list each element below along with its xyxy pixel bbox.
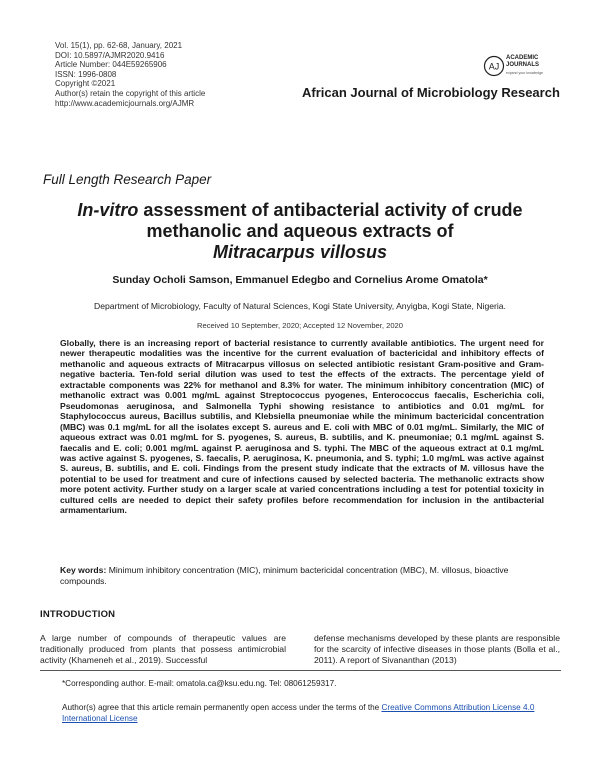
corresponding-author-note: *Corresponding author. E-mail: omatola.ca@ksu.edu.ng. Tel: 08061259317.	[62, 679, 337, 688]
keywords-text: Minimum inhibitory concentration (MIC), minimum bactericidal concentration (MBC), M. villosus, bioactive compounds.	[60, 565, 509, 586]
section-heading-introduction: INTRODUCTION	[40, 609, 116, 620]
logo-tagline: expand your knowledge	[506, 71, 543, 75]
received-accepted-dates: Received 10 September, 2020; Accepted 12 November, 2020	[196, 321, 403, 330]
affiliation: Department of Microbiology, Faculty of Natural Sciences, Kogi State University, Anyigba, Kogi State, Nigeria.	[94, 301, 506, 311]
license-link[interactable]: Creative Commons Attribution License 4.0 International License	[62, 703, 535, 723]
academic-journals-logo-icon	[483, 55, 505, 77]
authors: Sunday Ocholi Samson, Emmanuel Edegbo and Cornelius Arome Omatola*	[112, 274, 488, 286]
meta-rights: Author(s) retain the copyright of this article	[55, 88, 206, 98]
logo-line-1: ACADEMIC	[506, 55, 539, 61]
meta-url[interactable]: http://www.academicjournals.org/AJMR	[55, 98, 195, 108]
intro-column-right: defense mechanisms developed by these plants are responsible for the scarcity of infective diseases in those plants (Bolla et al., 2011). A report of Sivananthan (2013)	[314, 633, 560, 665]
journal-name: African Journal of Microbiology Research	[302, 85, 560, 100]
keywords	[60, 565, 544, 586]
intro-column-left: A large number of compounds of therapeutic values are traditionally produced from plants that possess antimicrobial activity (Khameneh et al., 2019). Successful	[40, 633, 286, 665]
meta-issn: ISSN: 1996-0808	[55, 69, 117, 79]
article-metadata	[55, 41, 205, 108]
title-species: Mitracarpus villosus	[212, 242, 388, 262]
footnote-divider	[40, 670, 561, 671]
license-note	[62, 703, 562, 725]
logo-text	[506, 55, 539, 69]
keywords-label: Key words:	[60, 565, 107, 575]
logo-line-2: JOURNALS	[506, 62, 540, 68]
meta-doi: DOI: 10.5897/AJMR2020.9416	[55, 50, 165, 60]
meta-copyright: Copyright ©2021	[55, 79, 116, 89]
meta-volume: Vol. 15(1), pp. 62-68, January, 2021	[55, 41, 183, 50]
abstract	[60, 338, 544, 516]
license-text: Author(s) agree that this article remain permanently open access under the terms of the	[62, 703, 382, 712]
abstract-text: Globally, there is an increasing report of bacterial resistance to currently available antibiotics. The urgent need for newer therapeutic modalities was the incentive for the current evaluation of bactericidal and inhibitory effects of methanolic and aqueous extracts of Mitracarpus villosus on selected antibiotic resistant Gram-positive and Gram-negative bacteria. Ten-fold serial dilution was used to test the effects of the extracts. The percentage yield of extractable components was 22% for methanol and 8.3% for water. The minimum inhibitory concentration (MIC) of methanolic extract was 0.001 mg/mL against Streptococcus pyogenes, Enterococcus faecalis, Escherichia coli, Pseudomonas aeruginosa, and Salmonella Typhi showing resistance to antibiotics and 0.01 mg/mL for Staphylococcus aureus, Bacillus subtilis, and Klebsiella pneumoniae while the minimum bactericidal concentration (MBC) was 0.1 mg/mL for all the isolates except S. aureus and E. coli with MBC of 0.01 mg/mL. Similarly, the MIC of aqueous extract was 0.01 mg/mL for S. pyogenes, S. aureus, B. subtilis, and K. pneumoniae; 0.1 mg/mL against S. faecalis and E. coli; 0.001 mg/mL against P. aeruginosa and S. typhi. The MBC of the aqueous extract at 0.1 mg/mL was active against S. pyogenes, S. faecalis, P. aeruginosa, K. pneumonia, and S. typhi; 1.0 mg/mL was active against S. aureus, B. subtilis, and E. coli. Findings from the present study indicate that the extracts of M. villosus have the potential to be used for treatment and cure of infections caused by selected bacteria. The methanolic extracts show more potent activity. Further study on a larger scale at varied concentrations including a test for potential toxicity in cultured cells are needed to depict their safety profiles before recommendation for inclusion in the antibacterial armamentarium.	[60, 338, 544, 516]
title-italic-prefix: In-vitro	[77, 200, 139, 220]
title-main: assessment of antibacterial activity of crude methanolic and aqueous extracts of	[138, 200, 523, 241]
article-type: Full Length Research Paper	[43, 172, 212, 187]
article-title	[40, 200, 560, 263]
logo-mark: AJ	[488, 61, 500, 72]
meta-article-number: Article Number: 044E59265906	[55, 60, 167, 70]
